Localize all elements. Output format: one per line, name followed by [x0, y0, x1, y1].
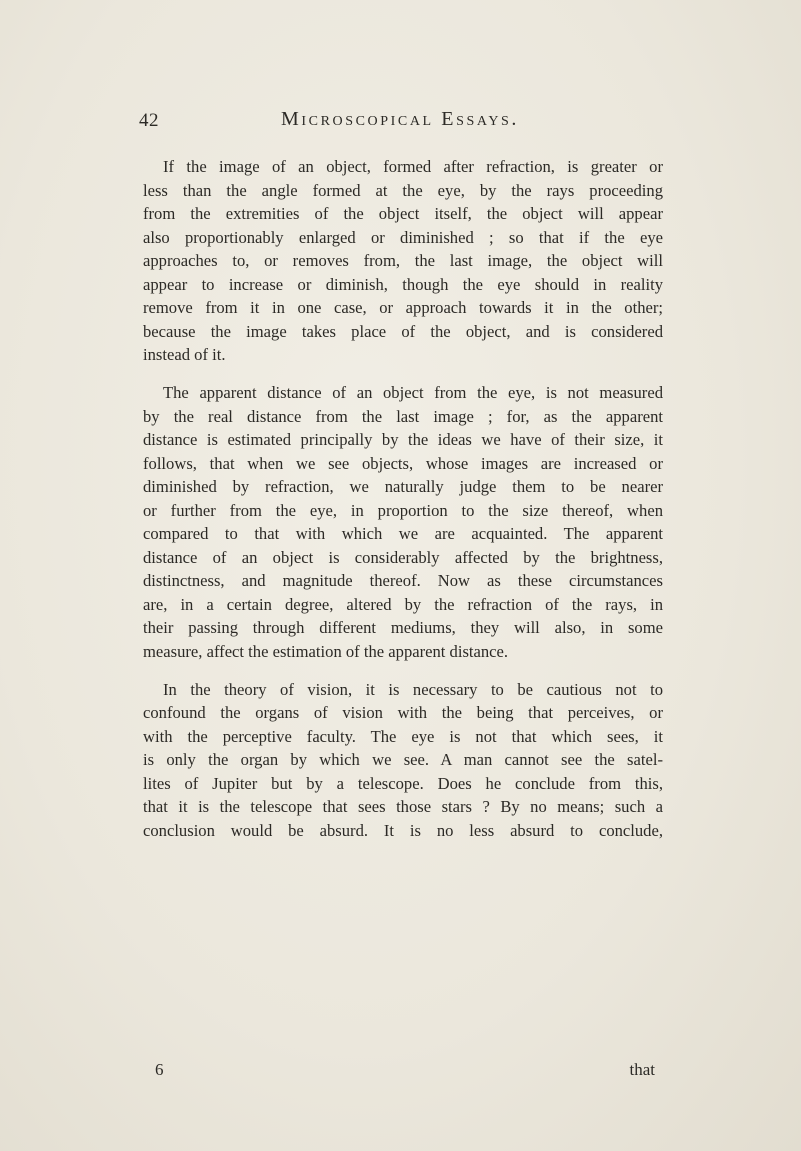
text-line: diminished by refraction, we naturally judge them to be nearer [143, 477, 663, 496]
page-number: 42 [139, 110, 159, 131]
text-line: conclusion would be absurd. It is no less absurd to conclude, [143, 820, 663, 840]
text-line: measure, affect the estimation of the apparent distance. [143, 641, 509, 661]
text-line: distance of an object is considerably affected by the brightness, [143, 547, 663, 567]
text-line: approaches to, or removes from, the last image, the object will [143, 251, 663, 270]
page-footer [155, 1060, 665, 1086]
text-line: lites of Jupiter but by a telescope. Does he conclude from this, [143, 773, 663, 793]
body-text [143, 155, 663, 842]
text-line: that it is the telescope that sees those stars ? By no means; such a [143, 797, 663, 816]
text-line: The apparent distance of an object from the eye, is not measured [163, 383, 663, 402]
running-head: Microscopical Essays. [280, 108, 520, 130]
text-line: because the image takes place of the object, and is considered [143, 321, 663, 341]
text-line: compared to that with which we are acquainted. The apparent [143, 524, 663, 543]
text-line: or further from the eye, in proportion to the size thereof, when [143, 500, 663, 520]
paragraph-2 [143, 381, 663, 663]
text-line: appear to increase or diminish, though the eye should in reality [143, 274, 663, 294]
text-line: also proportionably enlarged or diminished ; so that if the eye [143, 227, 663, 247]
text-line: by the real distance from the last image ; for, as the apparent [143, 406, 663, 426]
text-line: is only the organ by which we see. A man cannot see the satel- [143, 750, 663, 769]
text-line: from the extremities of the object itself, the object will appear [143, 204, 663, 223]
text-line: with the perceptive faculty. The eye is not that which sees, it [143, 726, 663, 746]
text-line: less than the angle formed at the eye, by the rays proceeding [143, 180, 663, 200]
text-line: If the image of an object, formed after refraction, is greater or [163, 157, 663, 176]
paragraph-3 [143, 678, 663, 843]
text-line: their passing through different mediums, they will also, in some [143, 618, 663, 637]
catchword: that [629, 1060, 655, 1079]
text-line: distinctness, and magnitude thereof. Now as these circumstances [143, 571, 663, 590]
text-line: remove from it in one case, or approach towards it in the other; [143, 298, 663, 317]
text-line: are, in a certain degree, altered by the refraction of the rays, in [143, 594, 663, 614]
text-line: In the theory of vision, it is necessary to be cautious not to [163, 679, 663, 699]
text-line: confound the organs of vision with the being that perceives, or [143, 703, 663, 722]
paragraph-1 [143, 155, 663, 367]
signature-mark: 6 [155, 1060, 164, 1079]
text-line: instead of it. [143, 345, 226, 364]
text-line: follows, that when we see objects, whose images are increased or [143, 453, 663, 473]
page-header [139, 108, 661, 138]
text-line: distance is estimated principally by the ideas we have of their size, it [143, 430, 663, 449]
